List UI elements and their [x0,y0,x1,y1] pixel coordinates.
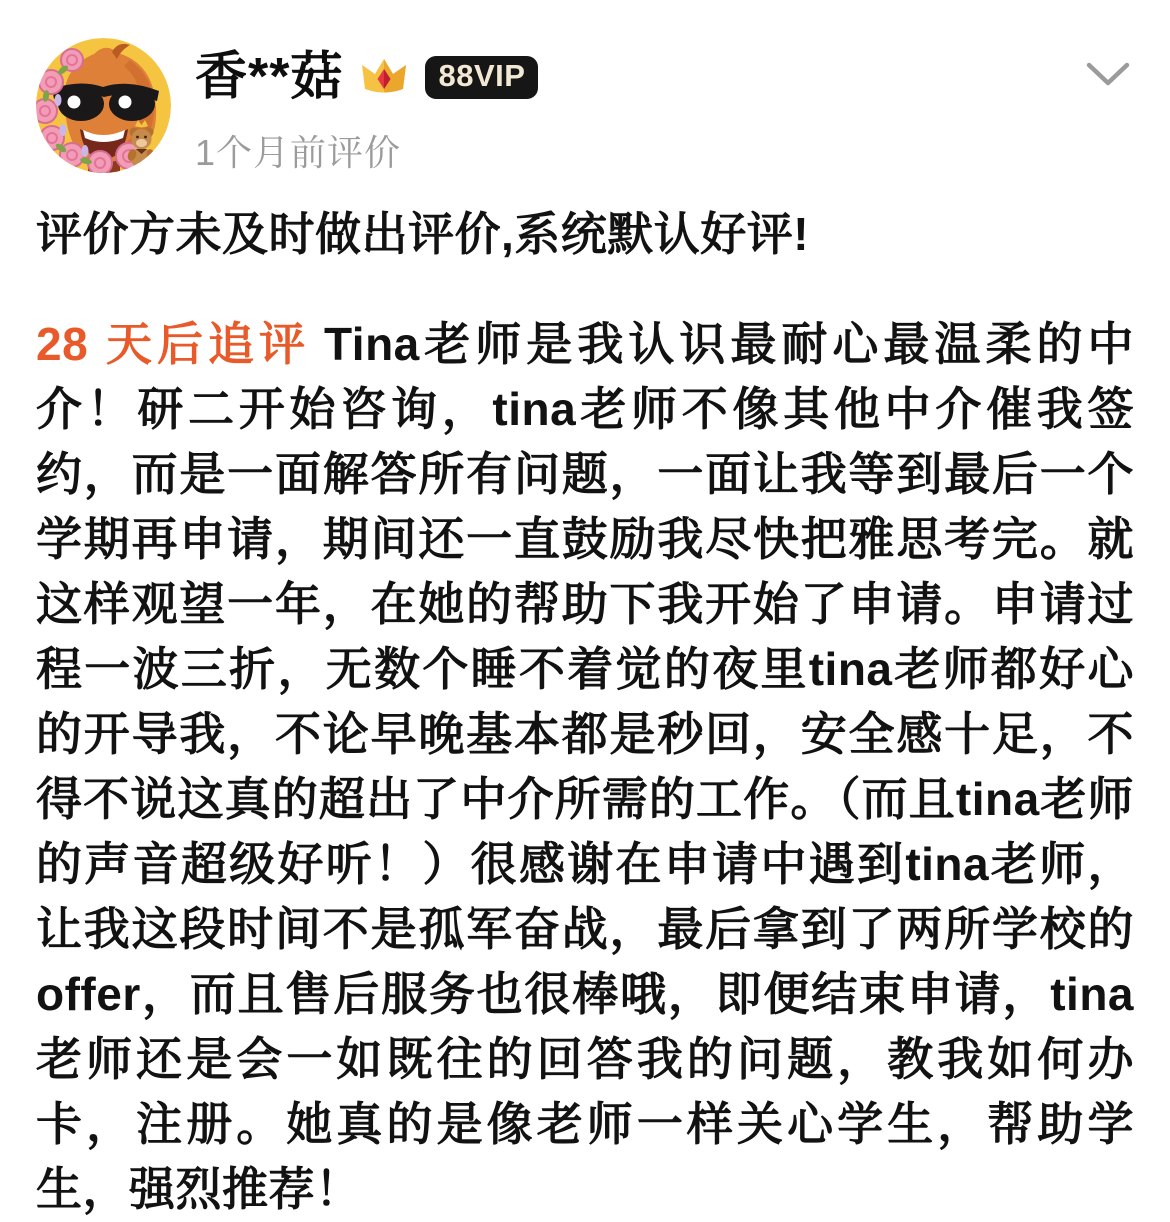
review-time: 1个月前评价 [195,131,402,173]
crown-icon [361,57,407,97]
username: 香**菇 [195,48,344,106]
reviewer-info [195,38,538,176]
followup-text: Tina老师是我认识最耐心最温柔的中介！研二开始咨询，tina老师不像其他中介催我签约，而是一面解答所有问题，一面让我等到最后一个学期再申请，期间还一直鼓励我尽快把雅思考完。就这样观望一年，在她的帮助下我开始了申请。申请过程一波三折，无数个睡不着觉的夜里tina老师都好心的开导我，不论早晚基本都是秒回，安全感十足，不得不说这真的超出了中介所需的工作。（而且tina老师的声音超级好听！）很感谢在申请中遇到tina老师，让我这段时间不是孤军奋战，最后拿到了两所学校的offer，而且售后服务也很棒哦，即便结束申请，tina老师还是会一如既往的回答我的问题，教我如何办卡，注册。她真的是像老师一样关心学生，帮助学生，强烈推荐！ [36,317,1134,1215]
reviewer-name-row [195,50,538,105]
chevron-down-icon[interactable] [1082,58,1134,92]
vip-badge: 88VIP [425,56,538,99]
avatar-illustration [36,38,171,173]
followup-label: 28 天后追评 [36,317,311,370]
user-avatar[interactable] [36,38,171,173]
review-header [36,38,1134,176]
default-review-note: 评价方未及时做出评价,系统默认好评! [36,207,810,260]
followup-review [36,312,1134,1222]
